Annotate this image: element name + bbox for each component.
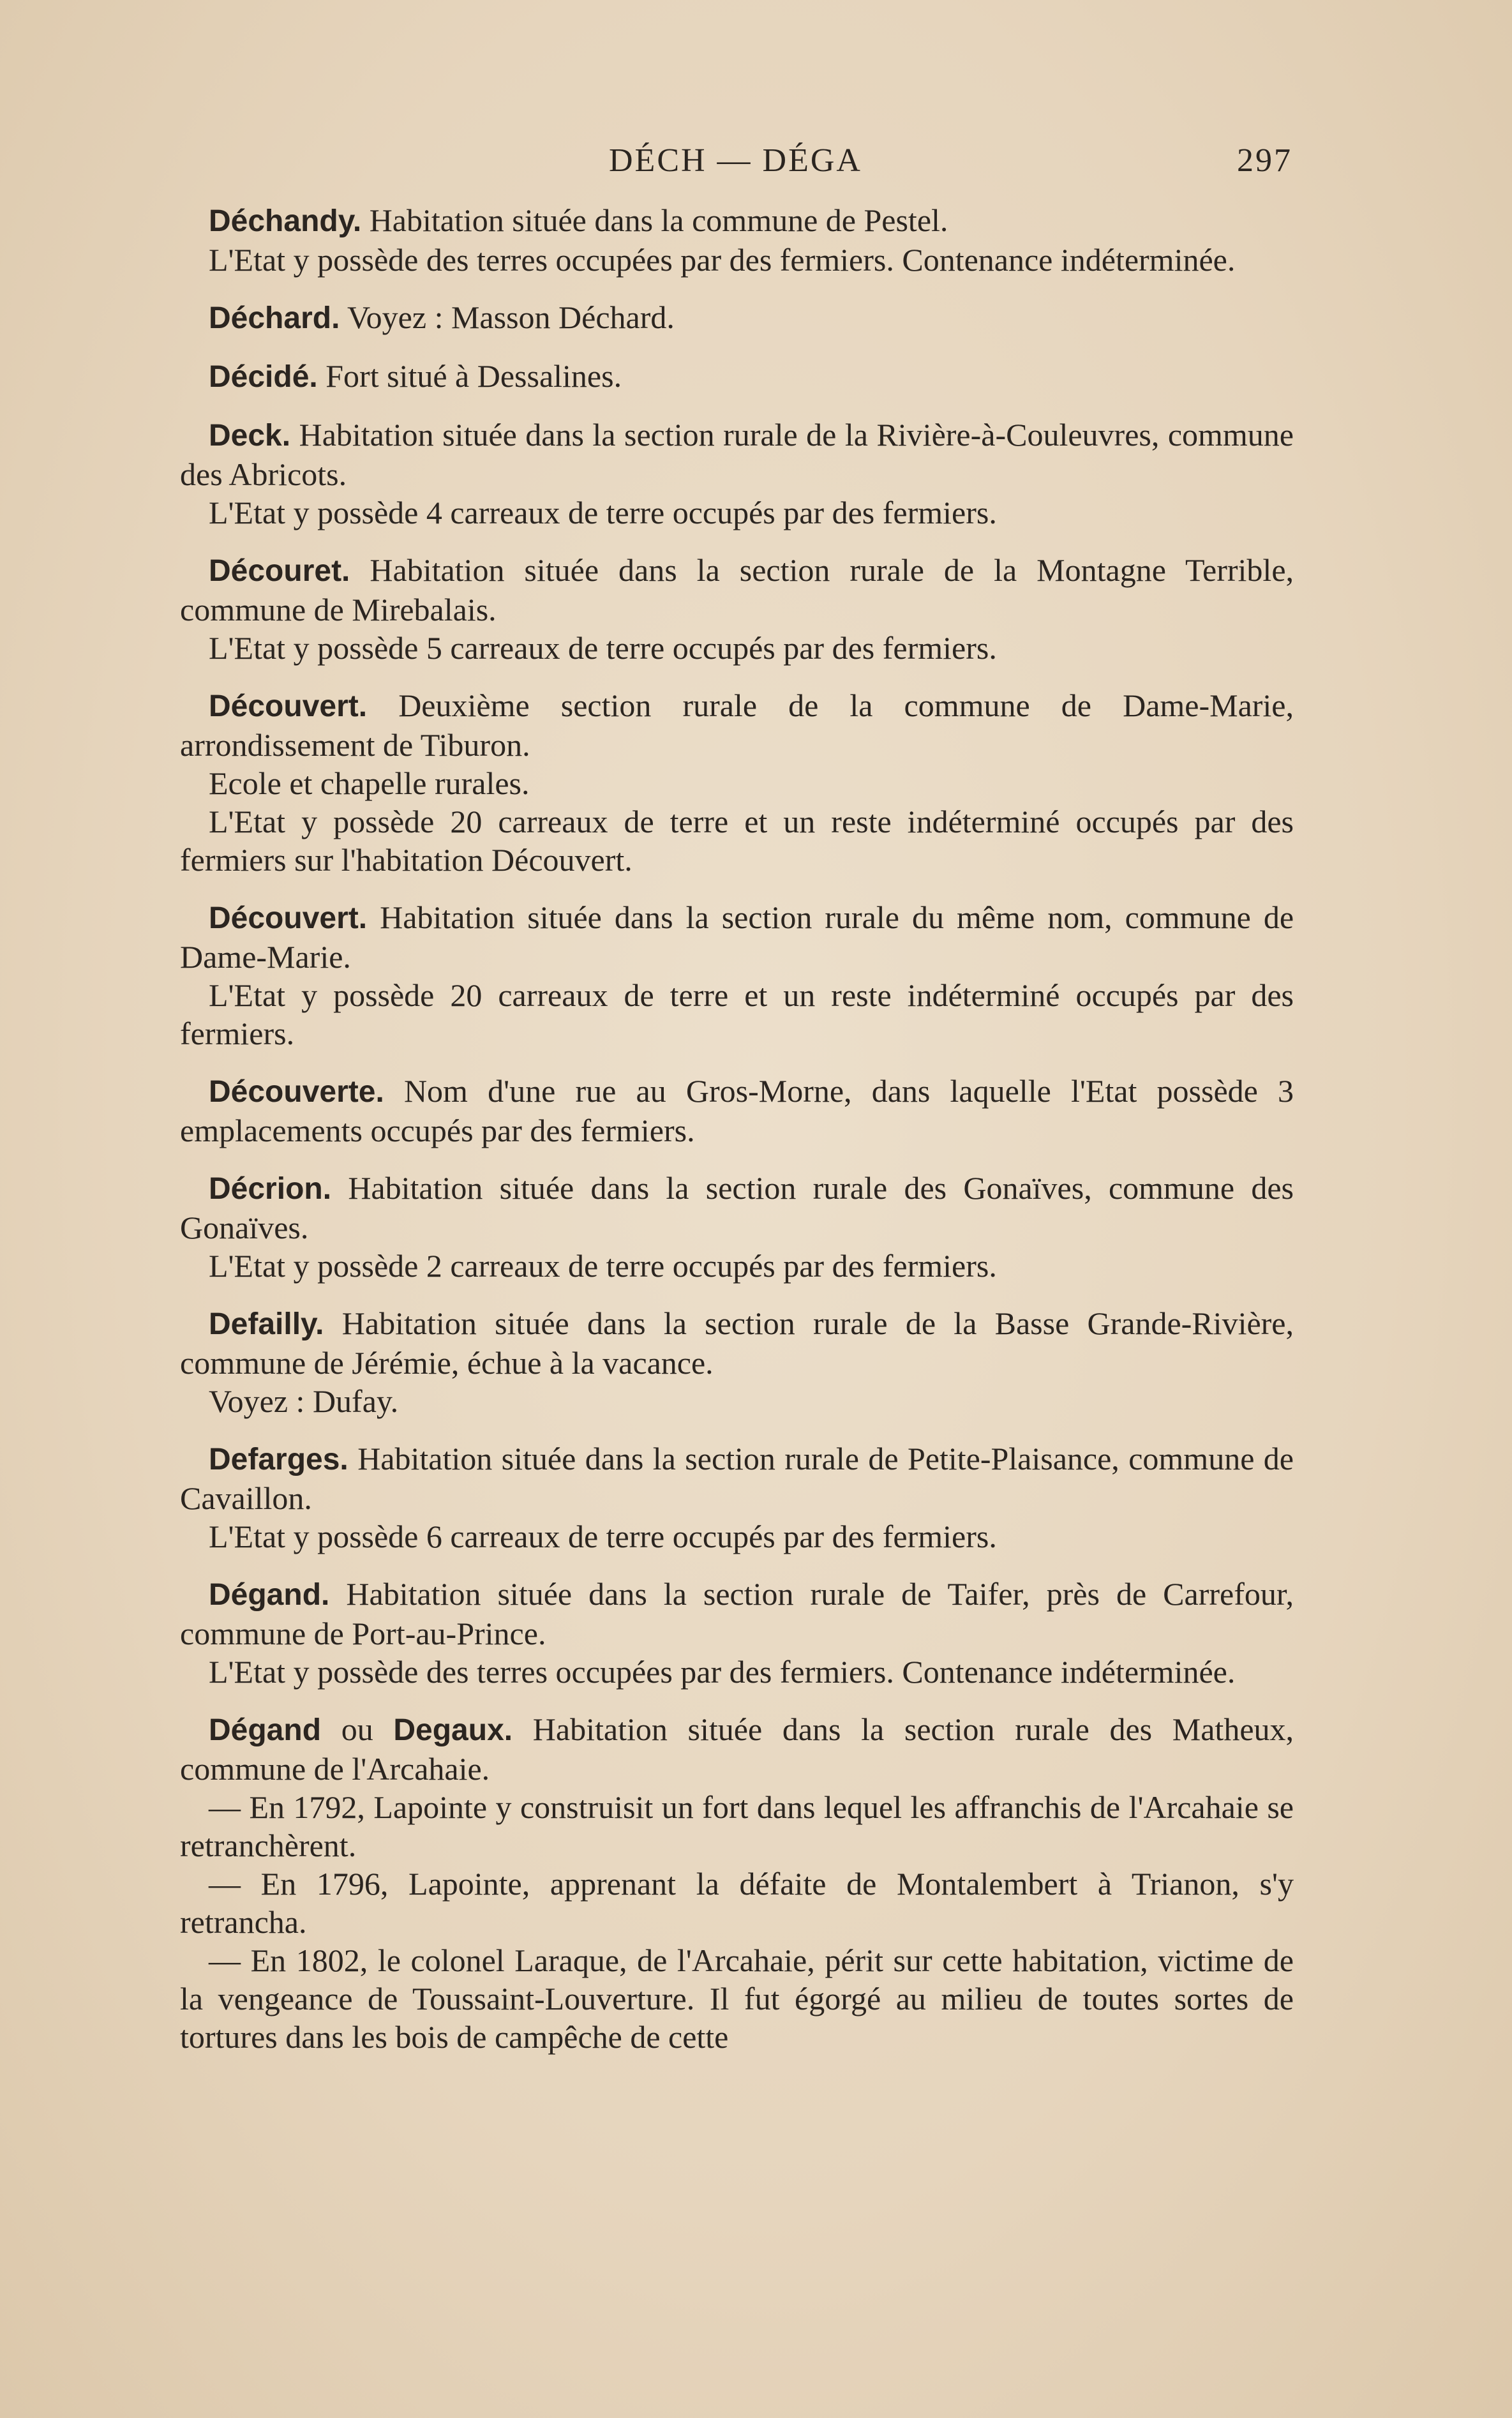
- entry: [180, 1072, 1294, 1150]
- entry-first-paragraph: [180, 1304, 1294, 1382]
- entry: [180, 416, 1294, 532]
- entry-paragraph: — En 1792, Lapointe y construisit un fort dans lequel les affranchis de l'Arcahaie se retranchèrent.: [180, 1789, 1294, 1863]
- entry-first-paragraph: [180, 298, 1294, 338]
- entry-headword: Defailly.: [209, 1307, 324, 1341]
- entry-text: Nom d'une rue au Gros-Morne, dans laquelle l'Etat possède 3 emplacements occupés par des fermiers.: [180, 1073, 1294, 1148]
- entry-paragraph: L'Etat y possède 6 carreaux de terre occupés par des fermiers.: [209, 1519, 997, 1554]
- entry-first-paragraph: [180, 1575, 1294, 1653]
- entry: [180, 686, 1294, 879]
- entry-text: Voyez : Masson Déchard.: [347, 299, 675, 335]
- entry-headword: Découvert.: [209, 901, 368, 935]
- entry-text: Habitation située dans la section rurale de la Montagne Terrible, commune de Mirebalais.: [180, 552, 1294, 627]
- entry-paragraph: L'Etat y possède des terres occupées par des fermiers. Contenance indéterminée.: [209, 242, 1236, 278]
- running-head: DÉCH — DÉGA: [609, 142, 862, 179]
- entry: [180, 357, 1294, 396]
- entry-connector: ou: [321, 1711, 394, 1747]
- entry-paragraph: L'Etat y possède 4 carreaux de terre occupés par des fermiers.: [209, 495, 997, 530]
- entry-text: Habitation située dans la section rurale du même nom, commune de Dame-Marie.: [180, 899, 1294, 975]
- entry-paragraph: — En 1796, Lapointe, apprenant la défaite de Montalembert à Trianon, s'y retrancha.: [180, 1866, 1294, 1940]
- entry-first-paragraph: [180, 898, 1294, 976]
- entry-text: Habitation située dans la section rurale de Taifer, près de Carrefour, commune de Port-au-Prince.: [180, 1576, 1294, 1651]
- entry-headword: Déchard.: [209, 301, 340, 335]
- entry-first-paragraph: [180, 201, 1294, 241]
- entry: [180, 1439, 1294, 1556]
- entry-paragraph: Voyez : Dufay.: [209, 1383, 399, 1419]
- entry-paragraph: L'Etat y possède 20 carreaux de terre et un reste indéterminé occupés par des fermiers.: [180, 977, 1294, 1051]
- entry-paragraph: — En 1802, le colonel Laraque, de l'Arcahaie, périt sur cette habitation, victime de la vengeance de Toussaint-Louverture. Il fut égorgé au milieu de toutes sortes de tortures dans les bois de campêche de cette: [180, 1942, 1294, 2055]
- entry-paragraph: Ecole et chapelle rurales.: [209, 765, 530, 801]
- entry-list: [180, 201, 1294, 1691]
- entry-headword: Defarges.: [209, 1443, 348, 1476]
- entry-paragraph: L'Etat y possède 2 carreaux de terre occupés par des fermiers.: [209, 1248, 997, 1284]
- entry-headword: Déchandy.: [209, 204, 362, 238]
- entry: [180, 1169, 1294, 1285]
- entry-paragraph: L'Etat y possède 20 carreaux de terre et un reste indéterminé occupés par des fermiers sur l'habitation Découvert.: [180, 804, 1294, 878]
- entry-headword: Deck.: [209, 419, 291, 453]
- entry: [180, 898, 1294, 1053]
- entry-headword: Dégand.: [209, 1578, 330, 1612]
- entry: [180, 1575, 1294, 1691]
- entry-text: Habitation située dans la section rurale des Matheux, commune de l'Arcahaie.: [180, 1711, 1294, 1787]
- entry-first-paragraph: [180, 1710, 1294, 1788]
- entry-text: Habitation située dans la section rurale de la Rivière-à-Couleuvres, commune des Abricots.: [180, 417, 1294, 492]
- entry-first-paragraph: [180, 686, 1294, 764]
- entry-first-paragraph: [180, 1072, 1294, 1150]
- page-number: 297: [1237, 142, 1292, 179]
- entry-headword: Décidé.: [209, 360, 318, 394]
- entry: [180, 551, 1294, 667]
- entry: [180, 1304, 1294, 1420]
- entry-first-paragraph: [180, 416, 1294, 493]
- entry-headword: Découverte.: [209, 1075, 384, 1109]
- entry-text: Deuxième section rurale de la commune de Dame-Marie, arrondissement de Tiburon.: [180, 687, 1294, 763]
- entry: [180, 1710, 1294, 2056]
- entry-first-paragraph: [180, 551, 1294, 629]
- entry: [180, 201, 1294, 279]
- page-header: [179, 142, 1292, 186]
- entry-paragraph: L'Etat y possède 5 carreaux de terre occupés par des fermiers.: [209, 630, 997, 666]
- entry-first-paragraph: [180, 357, 1294, 396]
- entry-headword: Dégand: [209, 1713, 322, 1747]
- entry-first-paragraph: [180, 1169, 1294, 1247]
- entry-text: Habitation située dans la section rurale de la Basse Grande-Rivière, commune de Jérémie, échue à la vacance.: [180, 1305, 1294, 1381]
- entry-text: Fort situé à Dessalines.: [326, 358, 622, 394]
- entry-headword: Décrion.: [209, 1172, 332, 1206]
- entry-headword: Découvert.: [209, 689, 368, 723]
- entry-paragraph: L'Etat y possède des terres occupées par des fermiers. Contenance indéterminée.: [209, 1654, 1236, 1690]
- entry-headword-alt: Degaux.: [393, 1713, 513, 1747]
- entry: [180, 298, 1294, 338]
- entry-headword: Découret.: [209, 554, 350, 588]
- page-body: [180, 201, 1294, 2075]
- entry-text: Habitation située dans la commune de Pestel.: [369, 202, 948, 238]
- entry-first-paragraph: [180, 1439, 1294, 1517]
- entry-text: Habitation située dans la section rurale de Petite-Plaisance, commune de Cavaillon.: [180, 1441, 1294, 1516]
- entry-text: Habitation située dans la section rurale des Gonaïves, commune des Gonaïves.: [180, 1170, 1294, 1245]
